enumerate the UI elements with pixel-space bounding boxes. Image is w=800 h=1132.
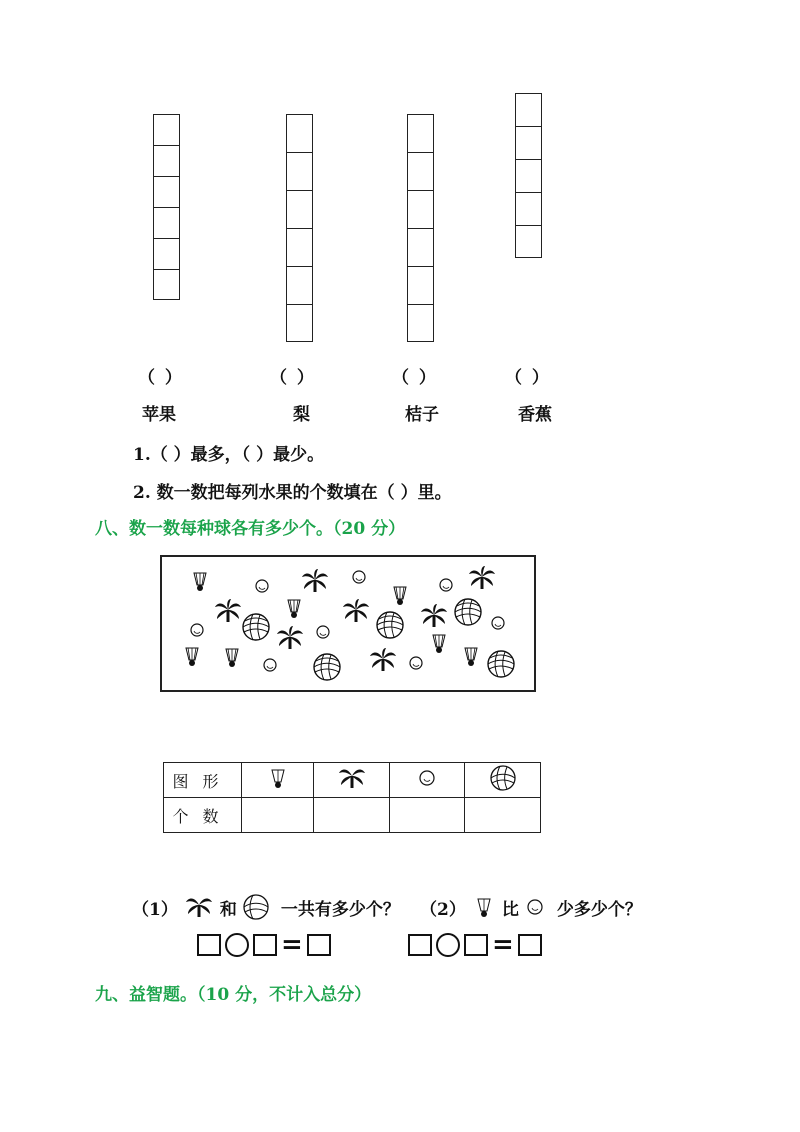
volleyball-icon — [243, 894, 269, 920]
equation-2 — [408, 930, 542, 960]
apple-block-column — [153, 114, 180, 300]
sub-question-2-text: 少多少个？ — [556, 899, 642, 920]
palm-tree-icon — [277, 626, 303, 649]
fruit-label-apple: 苹果 — [142, 405, 176, 425]
result-box[interactable] — [307, 934, 331, 956]
small-ball-icon — [410, 657, 422, 669]
shuttlecock-icon — [266, 764, 290, 792]
palm-tree-icon — [370, 648, 396, 671]
count-cell-palm[interactable] — [314, 798, 390, 833]
question-2: 2. 数一数把每列水果的个数填在（ ）里。 — [133, 483, 452, 503]
banana-answer-blank[interactable]: （ ） — [505, 368, 551, 388]
table-header-shuttlecock — [242, 763, 314, 798]
small-ball-icon — [417, 768, 437, 788]
shuttlecock-icon — [394, 587, 406, 605]
section-9-heading: 九、益智题。（10 分，不计入总分） — [95, 985, 372, 1005]
small-ball-icon — [440, 579, 452, 591]
section-8-heading: 八、数一数每种球各有多少个。（20 分） — [95, 519, 406, 539]
operator-circle[interactable] — [225, 933, 249, 957]
count-cell-shuttlecock[interactable] — [242, 798, 314, 833]
row-label-count: 个数 — [164, 798, 242, 833]
small-ball-icon — [492, 617, 504, 629]
equals-sign: = — [492, 930, 514, 960]
orange-answer-blank[interactable]: （ ） — [392, 368, 438, 388]
volleyball-icon — [490, 765, 516, 791]
small-ball-icon — [256, 580, 268, 592]
operator-circle[interactable] — [436, 933, 460, 957]
shuttlecock-icon — [194, 573, 206, 591]
equation-box[interactable] — [253, 934, 277, 956]
sub-question-2-than: 比 — [501, 899, 519, 920]
palm-tree-icon — [302, 569, 328, 592]
sub-question-1-and: 和 — [219, 899, 237, 920]
fruit-label-pear: 梨 — [293, 405, 310, 425]
sub-question-1 — [132, 893, 400, 921]
table-row — [164, 763, 541, 798]
result-box[interactable] — [518, 934, 542, 956]
fruit-label-banana: 香蕉 — [518, 405, 552, 425]
shuttlecock-icon — [472, 893, 496, 921]
small-ball-icon — [191, 624, 203, 636]
count-cell-small-ball[interactable] — [390, 798, 465, 833]
small-ball-icon — [317, 626, 329, 638]
table-header-small-ball — [390, 763, 465, 798]
sub-question-2-prefix: （2） — [420, 899, 466, 920]
equation-box[interactable] — [197, 934, 221, 956]
ball-picture — [160, 555, 536, 692]
volleyball-icon — [314, 654, 340, 680]
count-cell-volleyball[interactable] — [465, 798, 541, 833]
palm-tree-icon — [337, 764, 367, 792]
ball-scene — [162, 557, 534, 690]
small-ball-icon — [353, 571, 365, 583]
table-row — [164, 798, 541, 833]
sub-question-1-text: 一共有多少个？ — [280, 899, 400, 920]
palm-tree-icon — [184, 893, 214, 921]
orange-block-column — [407, 114, 434, 342]
fruit-label-orange: 桔子 — [405, 405, 439, 425]
equals-sign: = — [281, 930, 303, 960]
volleyball-icon — [377, 612, 403, 638]
equation-box[interactable] — [408, 934, 432, 956]
sub-question-1-prefix: （1） — [132, 899, 178, 920]
shuttlecock-icon — [465, 648, 477, 666]
pear-block-column — [286, 114, 313, 342]
question-1: 1.（ ）最多，（ ）最少。 — [133, 445, 325, 465]
palm-tree-icon — [343, 599, 369, 622]
palm-tree-icon — [469, 566, 495, 589]
apple-answer-blank[interactable]: （ ） — [138, 368, 184, 388]
shuttlecock-icon — [226, 649, 238, 667]
table-header-volleyball — [465, 763, 541, 798]
volleyball-icon — [488, 651, 514, 677]
table-header-palm — [314, 763, 390, 798]
volleyball-icon — [243, 614, 269, 640]
equation-1 — [197, 930, 331, 960]
shuttlecock-icon — [186, 648, 198, 666]
shuttlecock-icon — [433, 635, 445, 653]
pear-answer-blank[interactable]: （ ） — [270, 368, 316, 388]
small-ball-icon — [525, 897, 545, 917]
shuttlecock-icon — [288, 600, 300, 618]
small-ball-icon — [264, 659, 276, 671]
tally-table — [163, 762, 541, 833]
row-label-shape: 图形 — [164, 763, 242, 798]
palm-tree-icon — [421, 604, 447, 627]
banana-block-column — [515, 93, 542, 258]
sub-question-2 — [420, 893, 642, 921]
palm-tree-icon — [215, 599, 241, 622]
equation-box[interactable] — [464, 934, 488, 956]
volleyball-icon — [455, 599, 481, 625]
